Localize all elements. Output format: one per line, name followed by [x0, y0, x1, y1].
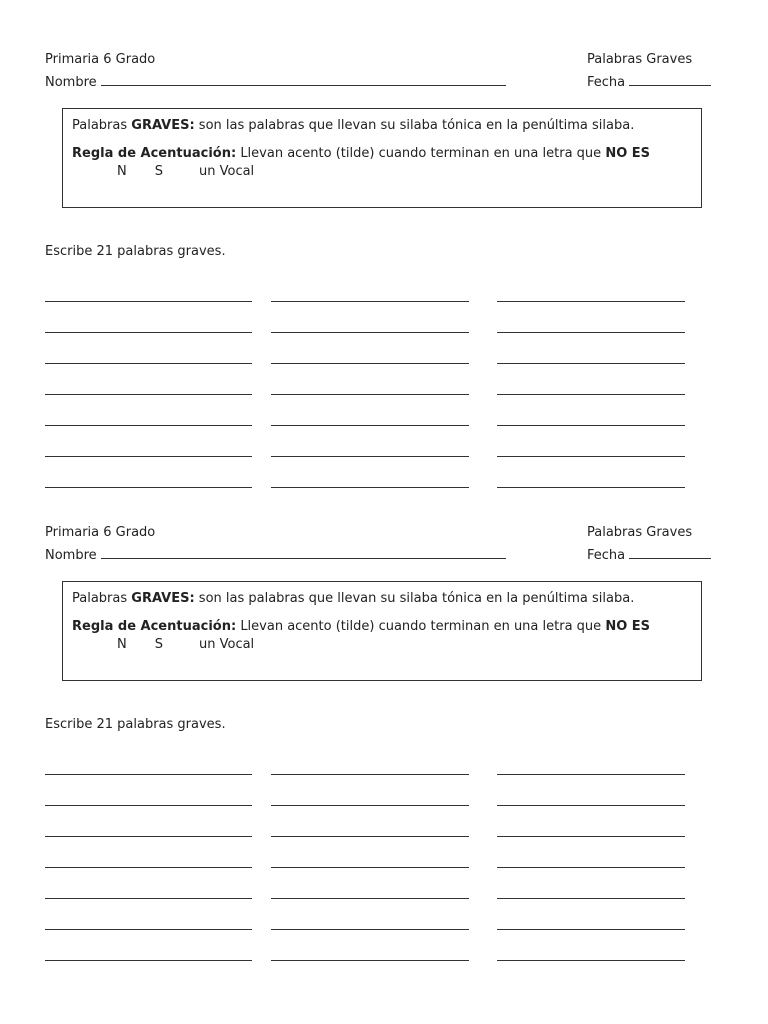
answer-blank[interactable]	[45, 836, 252, 837]
date-row	[587, 71, 711, 94]
letter-n: N	[117, 637, 127, 652]
answer-blank[interactable]	[497, 805, 685, 806]
answer-blank[interactable]	[497, 332, 685, 333]
rule-emphasis: NO ES	[605, 619, 651, 634]
answer-blank[interactable]	[271, 805, 469, 806]
answer-blank[interactable]	[271, 301, 469, 302]
topic-label: Palabras Graves	[587, 52, 693, 67]
answer-blank[interactable]	[497, 487, 685, 488]
answer-blank[interactable]	[45, 425, 252, 426]
rule-title: Regla de Acentuación:	[72, 146, 237, 161]
header-left	[45, 521, 506, 567]
rule-title: Regla de Acentuación:	[72, 619, 237, 634]
answer-blank[interactable]	[497, 929, 685, 930]
answer-blank[interactable]	[497, 425, 685, 426]
definition-line	[72, 590, 692, 608]
definition-term: GRAVES:	[131, 118, 195, 133]
answer-blank[interactable]	[45, 898, 252, 899]
header-right	[587, 521, 711, 567]
answer-blank[interactable]	[45, 456, 252, 457]
answer-blank[interactable]	[271, 425, 469, 426]
answer-blank[interactable]	[45, 960, 252, 961]
name-blank[interactable]	[101, 544, 506, 559]
grade-label: Primaria 6 Grado	[45, 52, 156, 67]
answer-blank[interactable]	[271, 363, 469, 364]
grade-label: Primaria 6 Grado	[45, 525, 156, 540]
header-right	[587, 48, 711, 94]
date-row	[587, 544, 711, 567]
answer-blank[interactable]	[271, 332, 469, 333]
letter-s: S	[154, 637, 163, 652]
answer-blank[interactable]	[45, 363, 252, 364]
definition-prefix: Palabras	[72, 591, 128, 606]
letters-line	[72, 636, 692, 654]
answer-blank[interactable]	[45, 394, 252, 395]
answer-blank[interactable]	[271, 394, 469, 395]
date-blank[interactable]	[629, 71, 711, 86]
answer-blank[interactable]	[45, 332, 252, 333]
answer-blank[interactable]	[45, 805, 252, 806]
letter-s: S	[154, 164, 163, 179]
definition-text: son las palabras que llevan su silaba tónica en la penúltima silaba.	[198, 118, 635, 133]
answer-blank[interactable]	[271, 487, 469, 488]
answer-blank[interactable]	[497, 394, 685, 395]
rule-text: Llevan acento (tilde) cuando terminan en una letra que	[240, 619, 602, 634]
date-label: Fecha	[587, 75, 626, 90]
answer-blank[interactable]	[45, 301, 252, 302]
answer-blank[interactable]	[271, 867, 469, 868]
rule-box	[62, 108, 702, 208]
header-left	[45, 48, 506, 94]
answer-blank[interactable]	[497, 836, 685, 837]
rule-line	[72, 145, 692, 163]
letters-line	[72, 163, 692, 181]
name-blank[interactable]	[101, 71, 506, 86]
answer-blank[interactable]	[497, 898, 685, 899]
rule-text: Llevan acento (tilde) cuando terminan en una letra que	[240, 146, 602, 161]
name-label: Nombre	[45, 75, 97, 90]
vowel-text: un Vocal	[199, 637, 255, 652]
letter-n: N	[117, 164, 127, 179]
answer-blank[interactable]	[271, 929, 469, 930]
answer-blank[interactable]	[271, 898, 469, 899]
answer-blank[interactable]	[271, 774, 469, 775]
answer-blank[interactable]	[45, 774, 252, 775]
name-label: Nombre	[45, 548, 97, 563]
answer-blank[interactable]	[497, 774, 685, 775]
answer-blank[interactable]	[45, 867, 252, 868]
date-blank[interactable]	[629, 544, 711, 559]
definition-text: son las palabras que llevan su silaba tónica en la penúltima silaba.	[198, 591, 635, 606]
rule-line	[72, 618, 692, 636]
answer-blank[interactable]	[497, 363, 685, 364]
vowel-text: un Vocal	[199, 164, 255, 179]
answer-blank[interactable]	[497, 960, 685, 961]
answer-blank[interactable]	[497, 867, 685, 868]
date-label: Fecha	[587, 548, 626, 563]
rule-emphasis: NO ES	[605, 146, 651, 161]
answer-blank[interactable]	[497, 301, 685, 302]
answer-blank[interactable]	[45, 929, 252, 930]
rule-box	[62, 581, 702, 681]
definition-prefix: Palabras	[72, 118, 128, 133]
answer-blank[interactable]	[271, 836, 469, 837]
instruction: Escribe 21 palabras graves.	[45, 244, 226, 259]
answer-blank[interactable]	[271, 960, 469, 961]
instruction: Escribe 21 palabras graves.	[45, 717, 226, 732]
topic-label: Palabras Graves	[587, 525, 693, 540]
answer-blank[interactable]	[45, 487, 252, 488]
answer-blank[interactable]	[271, 456, 469, 457]
name-row	[45, 544, 506, 567]
answer-blank[interactable]	[497, 456, 685, 457]
definition-term: GRAVES:	[131, 591, 195, 606]
name-row	[45, 71, 506, 94]
definition-line	[72, 117, 692, 135]
